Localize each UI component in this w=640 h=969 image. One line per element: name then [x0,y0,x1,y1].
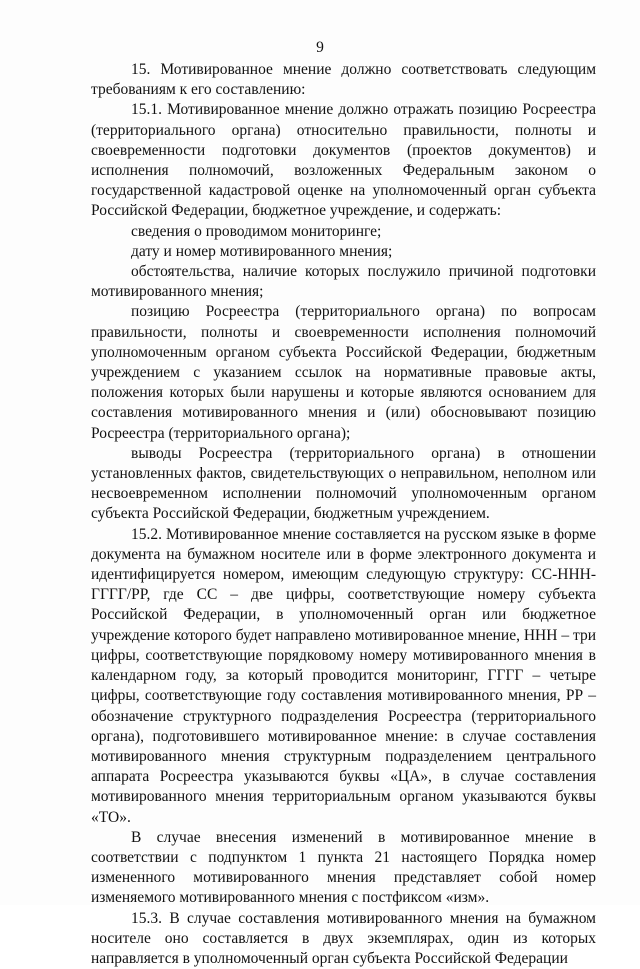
list-item-circumstances: обстоятельства, наличие которых послужило причиной подготовки мотивированного мнения; [91,263,596,301]
paragraph-15: 15. Мотивированное мнение должно соответствовать следующим требованиям к его составлению: [91,61,596,99]
list-item-monitoring-info: сведения о проводимом мониторинге; [131,222,382,240]
list-item-conclusions: выводы Росреестра (территориального органа) в отношении установленных фактов, свидетельствующих о неправильном, неполном или несвоевременном исполнении полномочий уполномоченным органом субъекта Российской Федерации, бюджетным учреждением. [91,444,596,523]
list-item-date-number: дату и номер мотивированного мнения; [131,242,393,260]
paragraph-amendments: В случае внесения изменений в мотивированное мнение в соответствии с подпунктом 1 пункта 21 настоящего Порядка номер измененного мотивированного мнения представляет собой номер изменяемого мотивированного мнения с постфиксом «изм». [91,828,596,907]
document-body [91,60,596,969]
paragraph-15-1: 15.1. Мотивированное мнение должно отражать позицию Росреестра (территориального органа) относительно правильности, полноты и своевременности подготовки документов (проектов документов) и исполнения полномочий, возложенных Федеральным законом о государственной кадастровой оценке на уполномоченный орган субъекта Российской Федерации, бюджетное учреждение, и содержать: [91,101,596,220]
list-item-position: позицию Росреестра (территориального органа) по вопросам правильности, полноты и своевременности исполнения полномочий уполномоченным органом субъекта Российской Федерации, бюджетным учреждением с указанием ссылок на нормативные правовые акты, положения которых были нарушены и которые являются основанием для составления мотивированного мнения и (или) обосновывают позицию Росреестра (территориального органа); [91,303,596,442]
paragraph-15-2: 15.2. Мотивированное мнение составляется на русском языке в форме документа на бумажном носителе или в форме электронного документа и идентифицируется номером, имеющим следующую структуру: СС-ННН-ГГГГ/РР, где СС – две цифры, соответствующие номеру субъекта Российской Федерации, в уполномоченный орган или бюджетное учреждение которого будет направлено мотивированное мнение, ННН – три цифры, соответствующие порядковому номеру мотивированного мнения в календарном году, за который проводится мониторинг, ГГГГ – четыре цифры, соответствующие году составления мотивированного мнения, РР – обозначение структурного подразделения Росреестра (территориального органа), подготовившего мотивированное мнение: в случае составления мотивированного мнения структурным подразделением центрального аппарата Росреестра указываются буквы «ЦА», в случае составления мотивированного мнения территориальным органом указываются буквы «ТО». [91,525,596,826]
page-number: 9 [316,39,324,56]
paragraph-15-3: 15.3. В случае составления мотивированного мнения на бумажном носителе оно составляется в двух экземплярах, один из которых направляется в уполномоченный орган субъекта Российской Федерации [91,909,596,967]
